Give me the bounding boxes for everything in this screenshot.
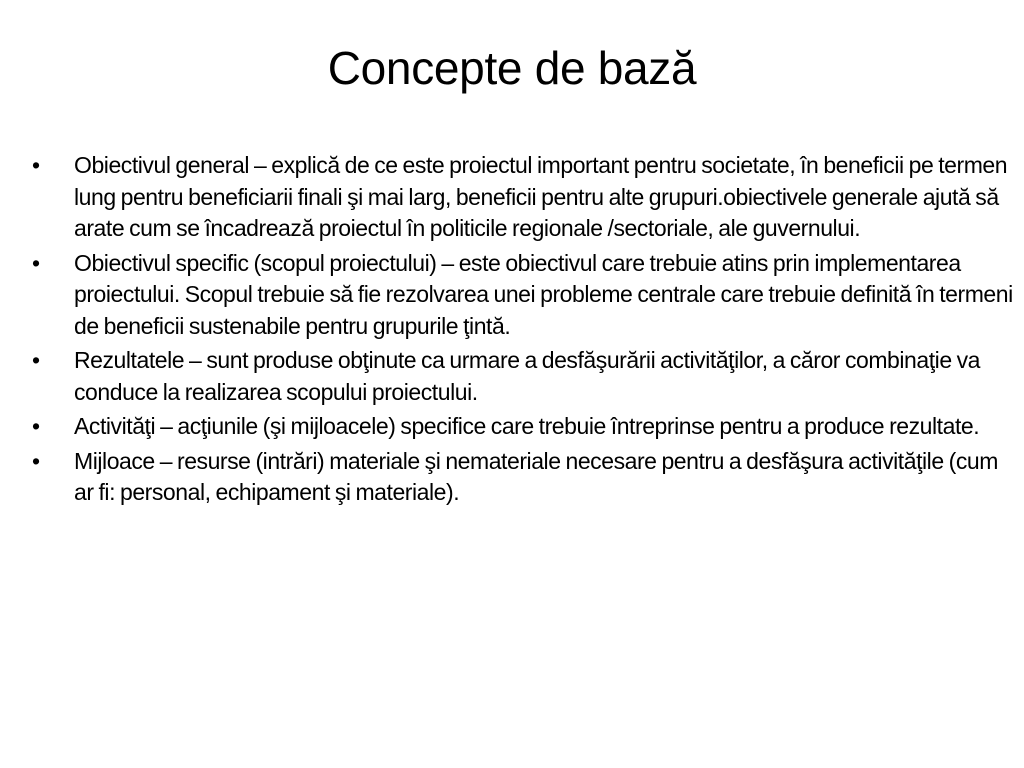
bullet-icon: •	[32, 152, 40, 178]
bullet-icon: •	[32, 249, 40, 276]
bullet-item-general-objective	[30, 150, 1015, 245]
bullet-item-specific-objective	[30, 248, 1015, 343]
bullet-text: Activităţi – acţiunile (şi mijloacele) specifice care trebuie întreprinse pentru a produce rezultate.	[74, 413, 980, 439]
bullet-item-means	[30, 446, 1015, 509]
bullet-icon: •	[32, 413, 40, 439]
bullet-text: Mijloace – resurse (intrări) materiale şi nemateriale necesare pentru a desfăşura activităţile (cum ar fi: personal, echipament şi materiale).	[74, 447, 998, 505]
bullet-list	[30, 150, 1015, 512]
bullet-text: Obiectivul general – explică de ce este proiectul important pentru societate, în beneficii pe termen lung pentru beneficiarii finali şi mai larg, beneficii pentru alte grupuri.obiectivele generale ajută să arate cum se încadrează proiectul în politicile regionale /sectoriale, ale guvernului.	[74, 152, 1008, 241]
bullet-icon: •	[32, 447, 40, 474]
bullet-item-activities	[30, 411, 1015, 443]
bullet-text: Rezultatele – sunt produse obţinute ca urmare a desfăşurării activităţilor, a căror combinaţie va conduce la realizarea scopului proiectului.	[74, 347, 981, 405]
bullet-item-results	[30, 345, 1015, 408]
bullet-icon: •	[32, 347, 40, 373]
bullet-text: Obiectivul specific (scopul proiectului) – este obiectivul care trebuie atins prin implementarea proiectului. Scopul trebuie să fie rezolvarea unei probleme centrale care trebuie definită în termeni de beneficii sustenabile pentru grupurile ţintă.	[74, 249, 1013, 339]
slide-title: Concepte de bază	[327, 42, 697, 94]
